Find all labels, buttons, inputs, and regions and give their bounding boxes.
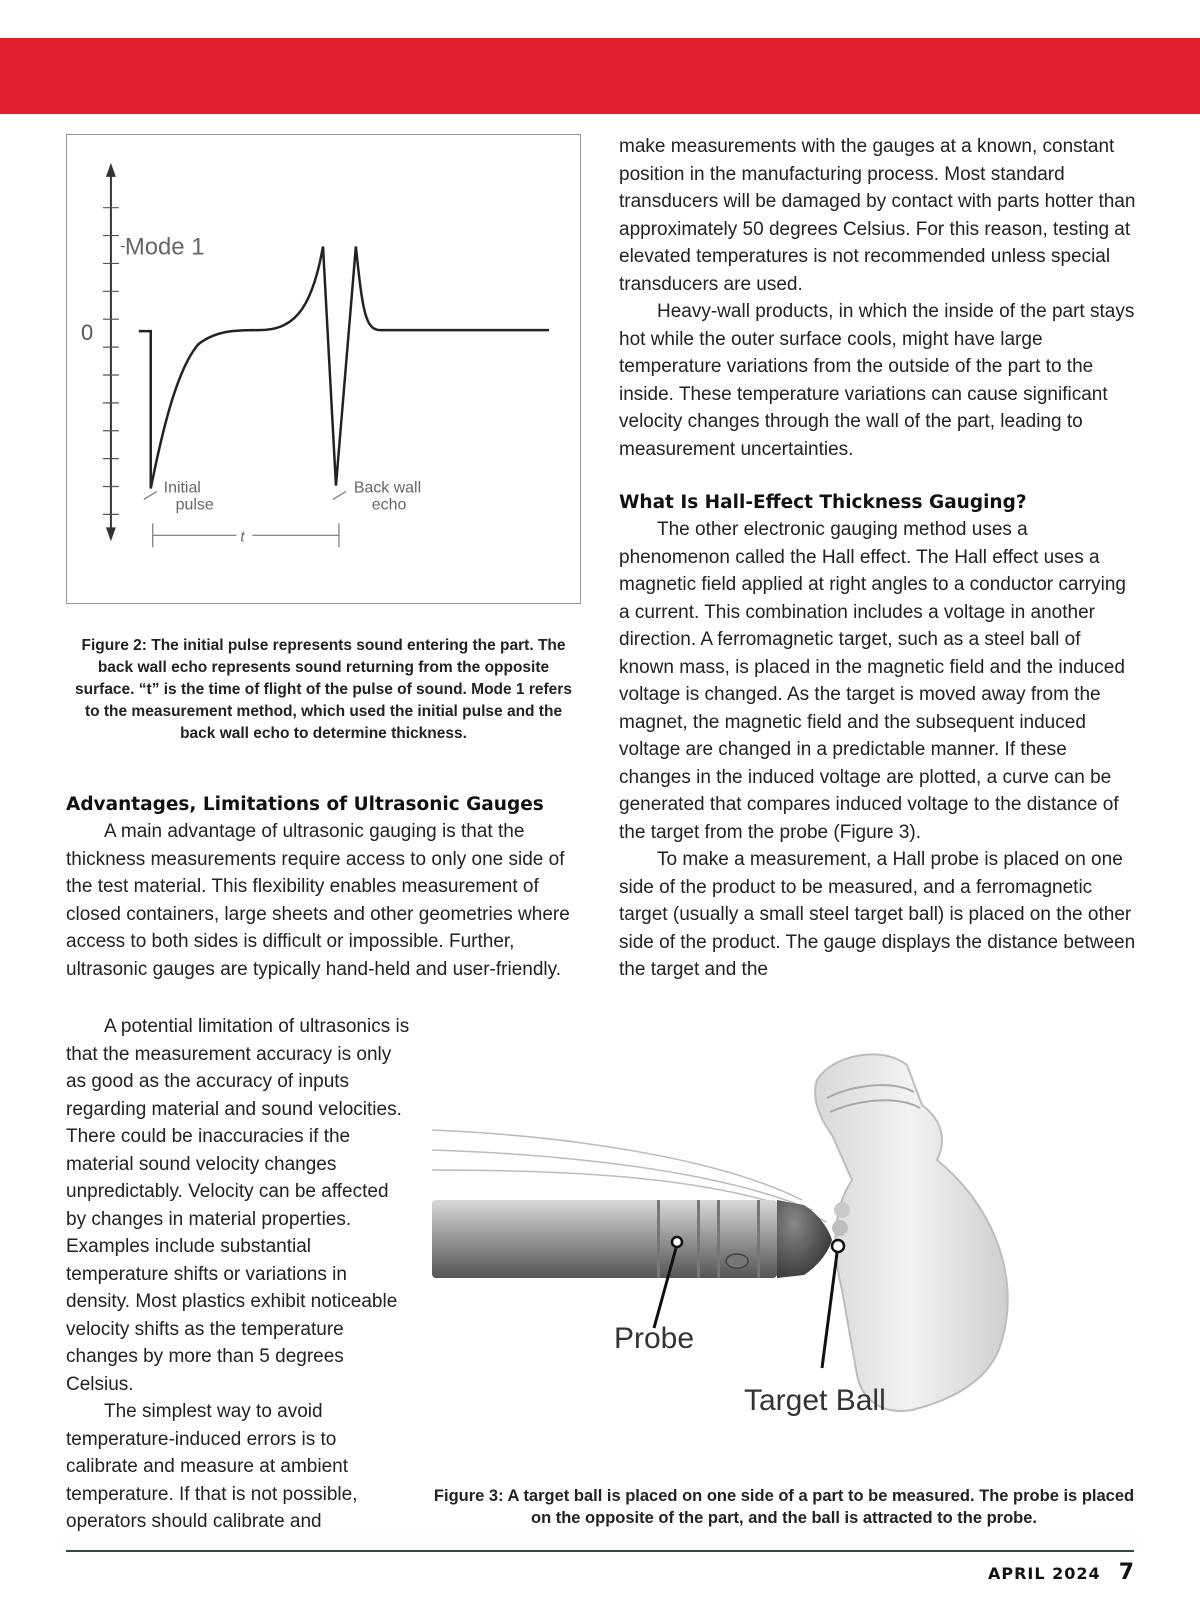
- paragraph: The simplest way to avoid temperature-induced errors is to calibrate and measure at ambient temperature. If that is not possible, operators should calibrate and: [66, 1401, 358, 1532]
- paragraph: Heavy-wall products, in which the inside of the part stays hot while the outer surface cools, might have large temperature variations from the outside of the part to the inside. These temperature variations can cause significant velocity changes through the wall of the part, leading to measurement uncertainties.: [619, 301, 1135, 460]
- paragraph: A potential limitation of ultrasonics is that the measurement accuracy is only as good as the accuracy of inputs regarding material and sound velocities. There could be inaccuracies if the material sound velocity changes unpredictably. Velocity can be affected by changes in material properties. Examples include substantial temperature shifts or variations in density. Most plastics exhibit noticeable velocity shifts as the temperature changes by more than 5 degrees Celsius.: [66, 1016, 410, 1395]
- figure-2-caption: Figure 2: The initial pulse represents sound entering the part. The back wall echo represents sound returning from the opposite surface. “t” is the time of flight of the pulse of sound. Mode 1 refers to the measurement method, which used the initial pulse and the back wall echo to determine thickness.: [75, 637, 572, 742]
- right-column: [619, 133, 1139, 984]
- time-of-flight-dimension: [153, 523, 339, 547]
- figure-2: [66, 134, 581, 604]
- mode-1-label: Mode 1: [124, 233, 205, 261]
- time-label: t: [240, 528, 245, 546]
- initial-pulse-label-line1: Initial: [163, 479, 201, 497]
- target-ball-label: Target Ball: [744, 1384, 886, 1417]
- paragraph: The other electronic gauging method uses a phenomenon called the Hall effect. The Hall effect uses a magnetic field applied at right angles to a conductor carrying a current. This combination includes a voltage in another direction. A ferromagnetic target, such as a steel ball of known mass, is placed in the magnetic field and the induced voltage is changed. As the target is moved away from the magnet, the magnetic field and the subsequent induced voltage are changed in a predictable manner. If these changes in the induced voltage are plotted, a curve can be generated that compares induced voltage to the distance of the target from the probe (Figure 3).: [619, 519, 1126, 843]
- page-number: 7: [1118, 1560, 1134, 1585]
- section-heading-ultrasonic: Advantages, Limitations of Ultrasonic Gauges: [66, 794, 544, 815]
- back-wall-echo-label-line1: Back wall: [353, 479, 422, 497]
- paragraph: A main advantage of ultrasonic gauging is that the thickness measurements require access to only one side of the test material. This flexibility enables measurement of closed containers, large sheets and other geometries where access to both sides is difficult or impossible. Further, ultrasonic gauges are typically hand-held and user-friendly.: [66, 821, 570, 980]
- section-heading-hall-effect: What Is Hall-Effect Thickness Gauging?: [619, 492, 1027, 513]
- back-wall-echo-label-line2: echo: [371, 496, 407, 514]
- figure-3-caption: Figure 3: A target ball is placed on one side of a part to be measured. The probe is placed on the opposite of the part, and the ball is attracted to the probe.: [433, 1487, 1135, 1527]
- issue-date: APRIL 2024: [988, 1564, 1101, 1583]
- initial-pulse-label-line2: pulse: [175, 496, 214, 514]
- probe-label: Probe: [614, 1322, 695, 1355]
- figure-3: [432, 1050, 1152, 1450]
- header-color-bar: [0, 38, 1200, 114]
- page-footer: [988, 1560, 1134, 1585]
- axis-zero-label: 0: [81, 320, 94, 346]
- paragraph: To make a measurement, a Hall probe is placed on one side of the product to be measured, and a ferromagnetic target (usually a small steel target ball) is placed on the other side of the product. The gauge displays the distance between the target and the: [619, 849, 1136, 980]
- waveform-trace: [139, 247, 549, 489]
- axis-arrow-down-icon: [106, 527, 116, 541]
- footer-divider: [66, 1550, 1134, 1552]
- axis-arrow-up-icon: [106, 163, 116, 177]
- probe-illustration: [432, 1200, 832, 1278]
- paragraph: make measurements with the gauges at a known, constant position in the manufacturing process. Most standard transducers will be damaged by contact with parts hotter than approximately 50 degrees Celsius. For this reason, testing at elevated temperatures is not recommended unless special transducers are used.: [619, 136, 1136, 295]
- left-column-top: [66, 792, 591, 983]
- left-column-narrow: [66, 1013, 411, 1536]
